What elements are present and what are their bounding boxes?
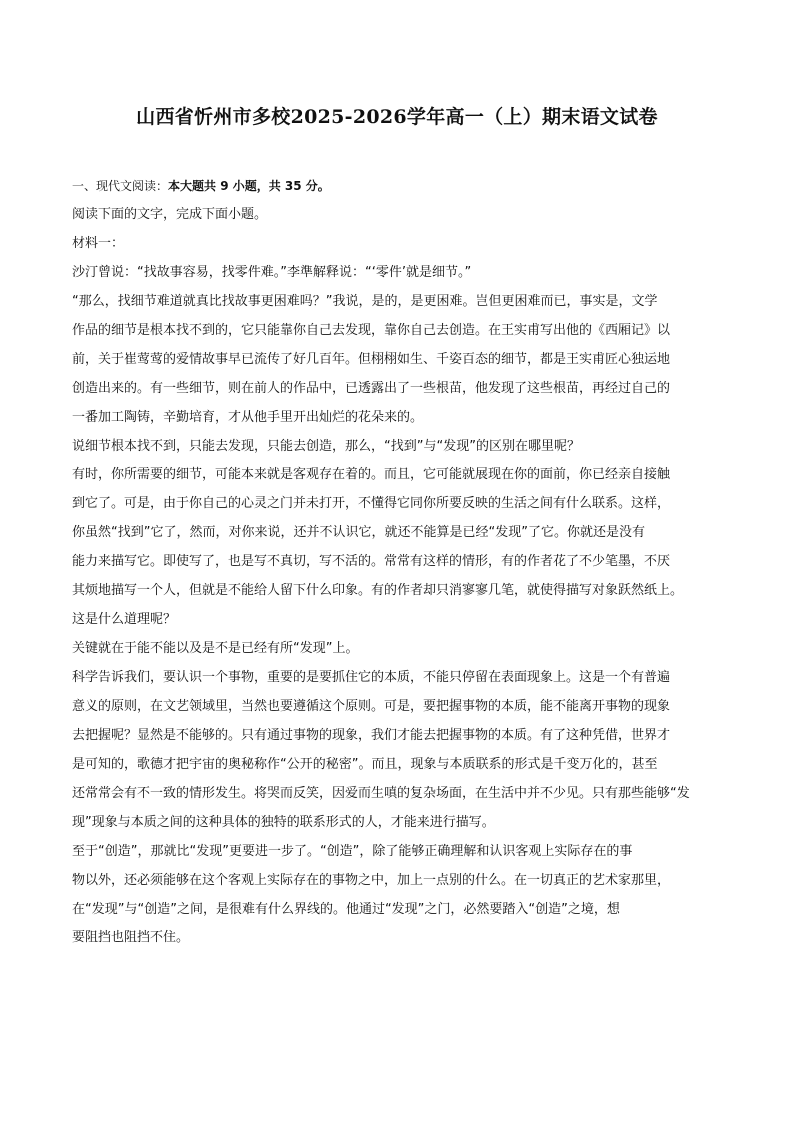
passage-line: 科学告诉我们，要认识一个事物，重要的是要抓住它的本质，不能只停留在表面现象上。这是一个有普遍 xyxy=(72,670,671,685)
passage-line: 材料一： xyxy=(72,235,125,251)
passage-line: 阅读下面的文字，完成下面小题。 xyxy=(72,207,268,222)
passage-line: 意义的原则，在文艺领域里，当然也要遵循这个原则。可是，要把握事物的本质，能不能离开事物的现象 xyxy=(72,698,671,714)
passage-line: 要阻挡也阻挡不住。 xyxy=(72,930,190,946)
passage-line: 一番加工陶铸，辛勤培育，才从他手里开出灿烂的花朵来的。 xyxy=(72,409,424,425)
passage-line: 至于“创造”，那就比“发现”更要进一步了。“创造”，除了能够正确理解和认识客观上实际存在的事 xyxy=(72,843,633,859)
passage-line: 你虽然“找到”它了，然而，对你来说，还并不认识它，就还不能算是已经“发现”了它。你就还是没有 xyxy=(72,525,645,541)
section-heading xyxy=(72,176,330,196)
passage-line: 这是什么道理呢？ xyxy=(72,612,177,628)
passage-line: 其烦地描写一个人，但就是不能给人留下什么印象。有的作者却只消寥寥几笔，就使得描写对象跃然纸上。 xyxy=(72,583,684,599)
passage-line: 前，关于崔莺莺的爱情故事早已流传了好几百年。但栩栩如生、千姿百态的细节，都是王实甫匠心独运地 xyxy=(72,351,671,367)
passage-line: 还常常会有不一致的情形发生。将哭而反笑，因爱而生嗔的复杂场面，在生活中并不少见。只有那些能够“发 xyxy=(72,785,690,801)
passage-line: 现”现象与本质之间的这种具体的独特的联系形式的人，才能来进行描写。 xyxy=(72,814,495,830)
passage-line: 到它了。可是，由于你自己的心灵之门并未打开，不懂得它同你所要反映的生活之间有什么联系。这样， xyxy=(72,496,671,512)
passage-line: “那么，找细节难道就真比找故事更困难吗？”我说，是的，是更困难。岂但更困难而已，事实是，文学 xyxy=(72,293,658,309)
passage-line: 能力来描写它。即使写了，也是写不真切，写不活的。常常有这样的情形，有的作者花了不少笔墨，不厌 xyxy=(72,554,671,570)
passage-line: 创造出来的。有一些细节，则在前人的作品中，已透露出了一些根苗，他发现了这些根苗，再经过自己的 xyxy=(72,380,671,396)
reading-passage xyxy=(72,201,732,953)
passage-line: 在“发现”与“创造”之间，是很难有什么界线的。他通过“发现”之门，必然要踏入“创造”之境，想 xyxy=(72,901,620,917)
passage-line: 是可知的，歌德才把宇宙的奥秘称作“公开的秘密”。而且，现象与本质联系的形式是千变万化的，甚至 xyxy=(72,756,658,772)
passage-line: 沙汀曾说：“找故事容易，找零件难。”李準解释说：“‘零件’就是细节。” xyxy=(72,264,472,280)
section-prefix: 一、现代文阅读： xyxy=(72,179,169,193)
passage-line: 有时，你所需要的细节，可能本来就是客观存在着的。而且，它可能就展现在你的面前，你已经亲自接触 xyxy=(72,467,671,483)
passage-line: 关键就在于能不能以及是不是已经有所“发现”上。 xyxy=(72,641,359,657)
passage-line: 去把握呢？显然是不能够的。只有通过事物的现象，我们才能去把握事物的本质。有了这种凭借，世界才 xyxy=(72,727,671,743)
section-info: 本大题共 9 小题，共 35 分。 xyxy=(168,179,330,193)
passage-line: 物以外，还必须能够在这个客观上实际存在的事物之中，加上一点别的什么。在一切真正的艺术家那里， xyxy=(72,872,671,888)
passage-line: 说细节根本找不到，只能去发现，只能去创造，那么，“找到”与“发现”的区别在哪里呢？ xyxy=(72,438,580,454)
passage-line: 作品的细节是根本找不到的，它只能靠你自己去发现，靠你自己去创造。在王实甫写出他的《西厢记》以 xyxy=(72,322,671,338)
page-title: 山西省忻州市多校2025-2026学年高一（上）期末语文试卷 xyxy=(136,106,658,128)
